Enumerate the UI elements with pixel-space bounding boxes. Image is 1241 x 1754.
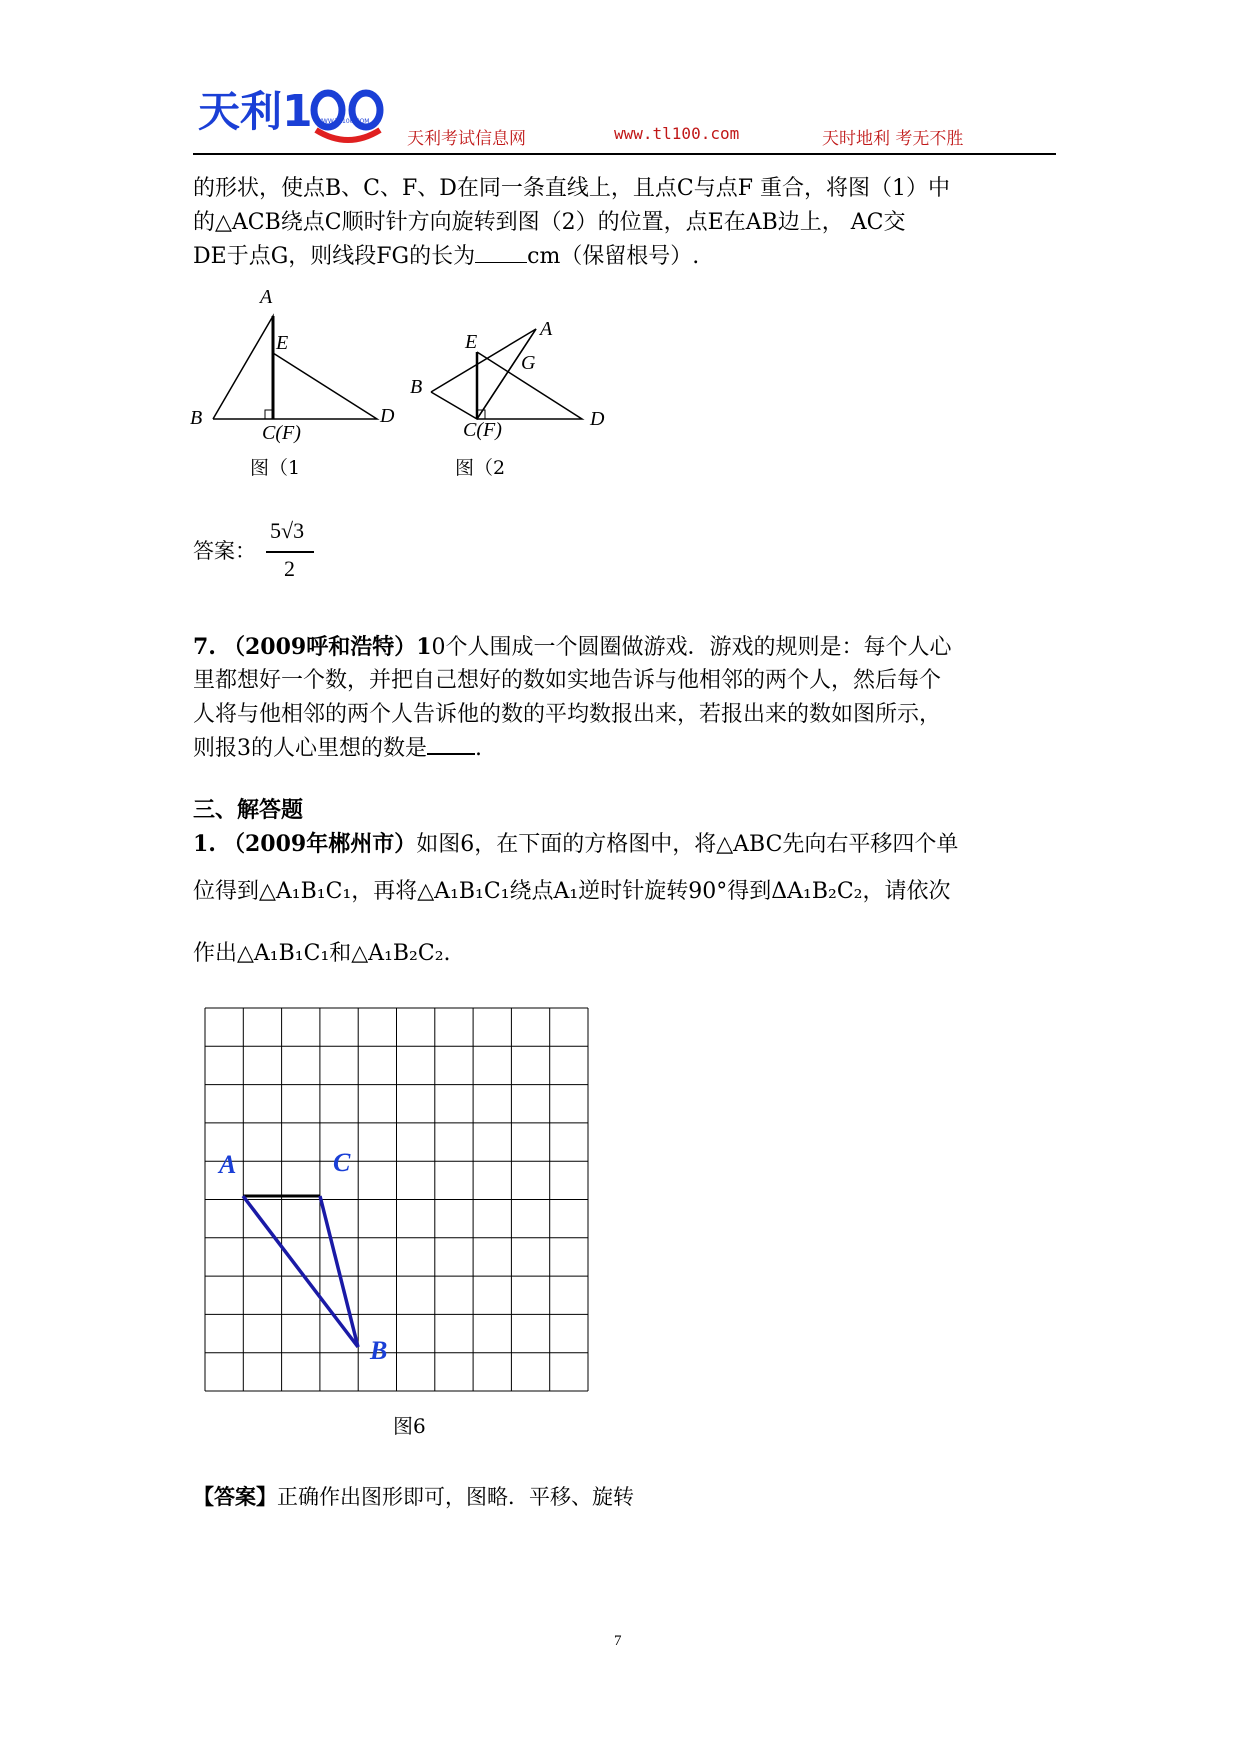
s3-q1-source: （2009年郴州市） — [222, 831, 417, 857]
q6-fraction-bar — [266, 551, 314, 553]
svg-text:天利: 天利 — [198, 87, 283, 136]
q6-line-3-tail: cm（保留根号）. — [527, 244, 700, 269]
q6-answer-label: 答案： — [193, 539, 256, 563]
s3-q1-line-1-text: 如图6，在下面的方格图中，将△ABC先向右平移四个单 — [416, 832, 959, 857]
q6-line-3 — [193, 240, 699, 274]
s3-q1-answer-text: 正确作出图形即可，图略．平移、旋转 — [277, 1485, 634, 1509]
q7-source: （2009呼和浩特）1 — [222, 634, 432, 660]
s3-q1-line-2: 位得到△A₁B₁C₁，再将△A₁B₁C₁绕点A₁逆时针旋转90°得到ΔA₁B₂C₂，请依次 — [193, 879, 951, 904]
grid-caption: 图6 — [393, 1414, 426, 1438]
fig1-label-a: A — [260, 286, 273, 308]
header-rule — [193, 153, 1056, 155]
grid-lines — [205, 1008, 588, 1391]
q6-answer-numerator: 5√3 — [270, 518, 305, 543]
header-site-name: 天利考试信息网 — [407, 129, 526, 149]
grid-label-a: A — [219, 1150, 237, 1179]
fig1-label-d: D — [380, 405, 395, 427]
s3-q1-line-1 — [193, 827, 958, 862]
grid-label-c: C — [333, 1148, 351, 1177]
grid-label-b: B — [370, 1336, 388, 1365]
q6-line-2: 的△ACB绕点C顺时针方向旋转到图（2）的位置，点E在AB边上， AC交 — [193, 210, 906, 235]
svg-text:WWW.TL100.COM: WWW.TL100.COM — [316, 118, 370, 125]
fig2-label-g: G — [521, 352, 536, 374]
page-number: 7 — [614, 1633, 622, 1649]
fig1-caption: 图（1 — [250, 457, 301, 479]
q7-line-4-text: 则报3的人心里想的数是 — [193, 736, 427, 761]
fig2-label-e: E — [465, 331, 478, 353]
fig1-label-e: E — [276, 332, 289, 354]
fig2-label-d: D — [590, 408, 605, 430]
header-site-url[interactable]: www.tl100.com — [614, 124, 740, 143]
s3-q1-number: 1. — [193, 831, 216, 857]
q7-line-4-tail: . — [475, 736, 482, 761]
grid-figure-6 — [200, 1000, 600, 1400]
q6-line-1: 的形状，使点B、C、F、D在同一条直线上，且点C与点F 重合，将图（1）中 — [193, 176, 950, 201]
q7-line-4 — [193, 732, 482, 766]
header-slogan: 天时地利 考无不胜 — [822, 129, 964, 149]
q7-line-1 — [193, 630, 952, 665]
s3-q1-answer-label: 【答案】 — [193, 1484, 277, 1509]
fig2-caption: 图（2 — [455, 457, 506, 479]
q6-line-3-text: DE于点G，则线段FG的长为 — [193, 244, 476, 269]
q6-answer-denominator: 2 — [284, 556, 295, 581]
q7-number: 7. — [193, 634, 216, 660]
fig2-label-cf: C(F) — [463, 419, 502, 441]
fig2-label-a: A — [540, 318, 553, 340]
s3-q1-line-3: 作出△A₁B₁C₁和△A₁B₂C₂. — [193, 941, 451, 966]
fig1-triangle-edf — [213, 353, 377, 419]
q7-line-3: 人将与他相邻的两个人告诉他的数的平均数报出来，若报出来的数如图所示， — [193, 702, 942, 727]
fig1-triangle-acb — [213, 316, 273, 419]
fig1-label-b: B — [190, 407, 203, 429]
tianli100-logo — [198, 86, 398, 146]
q7-line-2: 里都想好一个数，并把自己想好的数如实地告诉与他相邻的两个人，然后每个 — [193, 668, 942, 693]
svg-text:1: 1 — [282, 86, 313, 137]
fig2-label-b: B — [410, 376, 423, 398]
fig1-label-cf: C(F) — [262, 422, 301, 444]
q7-answer-blank[interactable] — [427, 752, 475, 755]
q6-answer-blank[interactable] — [475, 261, 527, 263]
section3-title: 三、解答题 — [193, 797, 304, 823]
q7-line-1-text: 0个人围成一个圆圈做游戏．游戏的规则是：每个人心 — [431, 635, 952, 660]
s3-q1-answer — [193, 1480, 634, 1514]
